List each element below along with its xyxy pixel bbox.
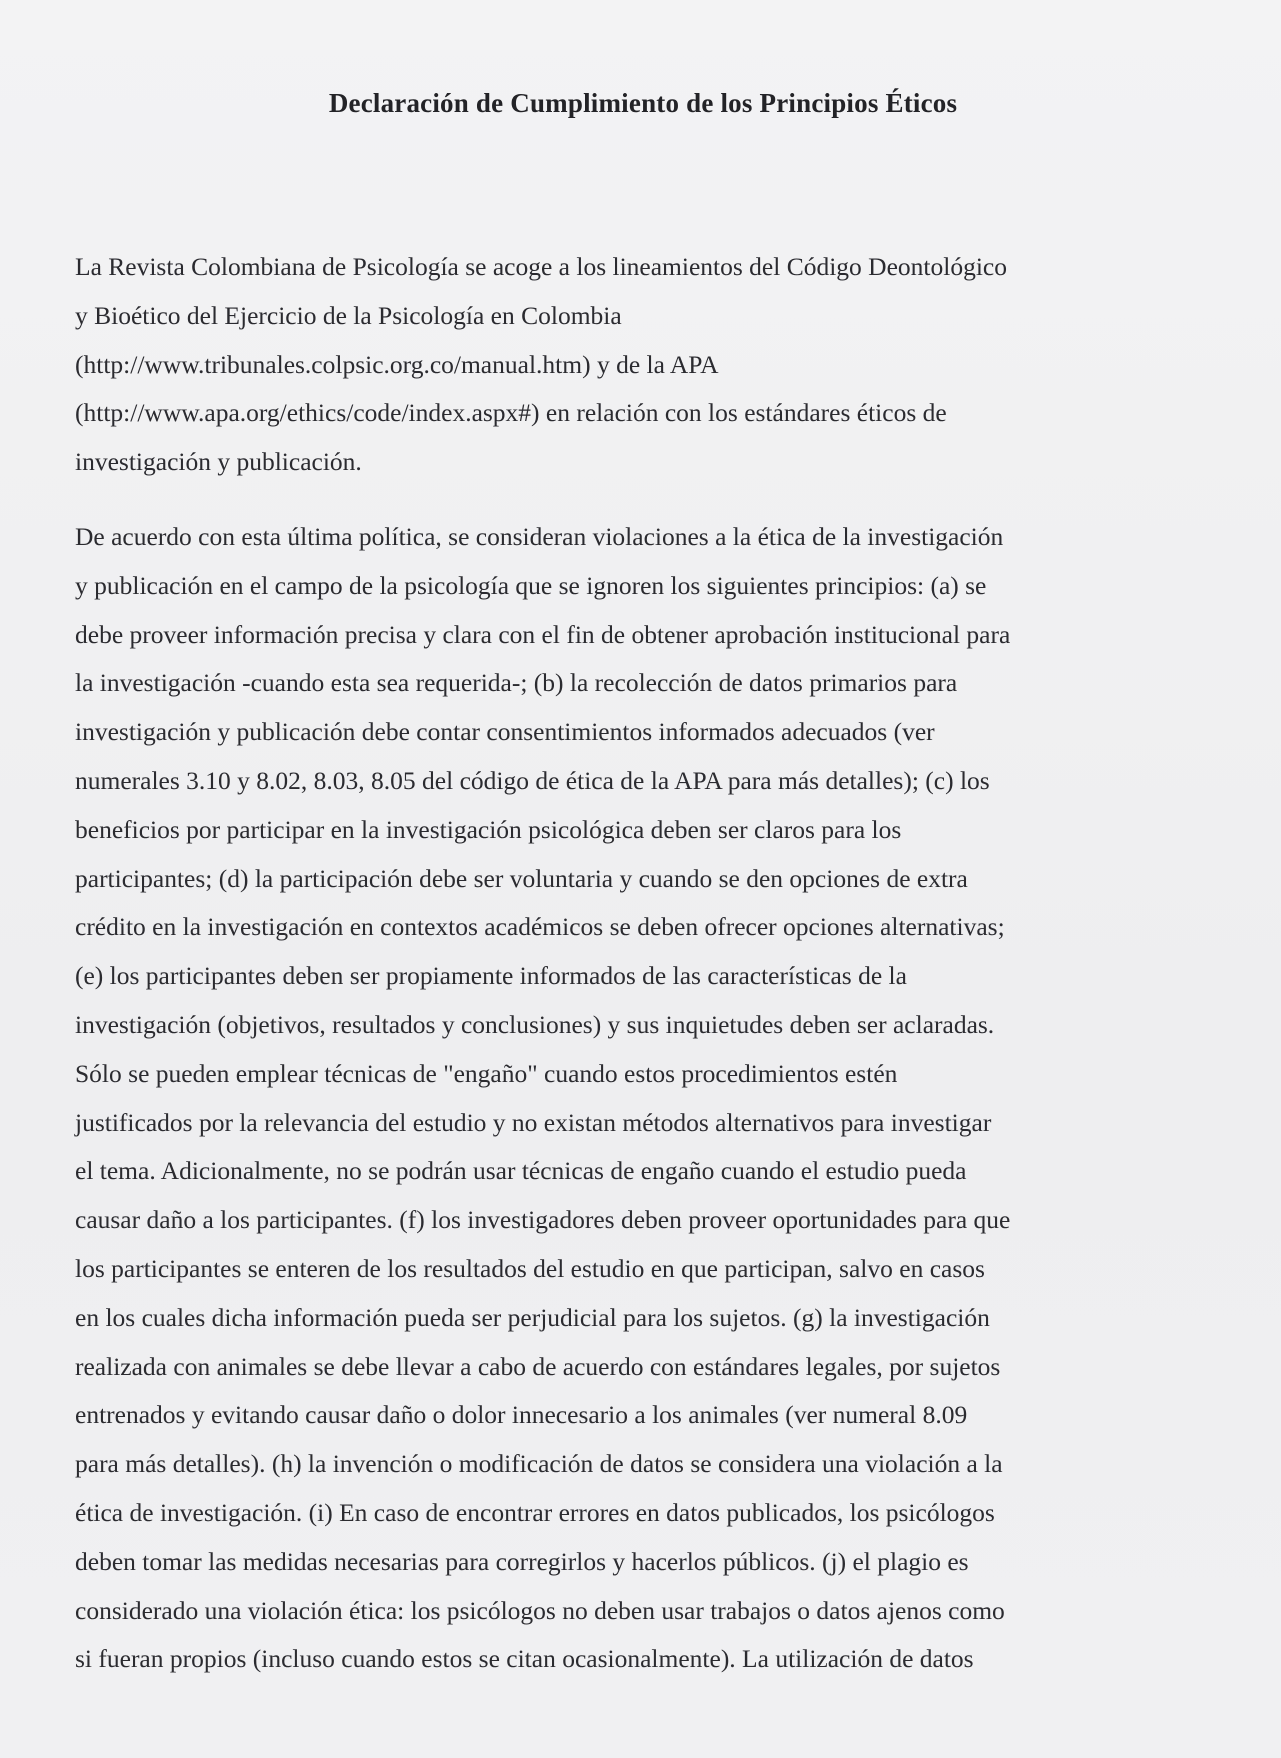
- text-line: entrenados y evitando causar daño o dolor innecesario a los animales (ver numeral 8.09: [75, 1400, 968, 1430]
- text-line: si fueran propios (incluso cuando estos se citan ocasionalmente). La utilización de datos: [75, 1644, 974, 1674]
- text-line: Sólo se pueden emplear técnicas de "engaño" cuando estos procedimientos estén: [75, 1058, 898, 1088]
- text-line: (http://www.apa.org/ethics/code/index.aspx#) en relación con los estándares éticos de: [75, 398, 947, 428]
- text-line: considerado una violación ética: los psicólogos no deben usar trabajos o datos ajenos como: [75, 1595, 1005, 1625]
- text-line: los participantes se enteren de los resultados del estudio en que participan, salvo en casos: [75, 1253, 985, 1283]
- paragraph-principles: [75, 513, 1181, 1684]
- text-line: la investigación -cuando esta sea requerida-; (b) la recolección de datos primarios para: [75, 668, 958, 698]
- paragraph-intro: [75, 243, 1181, 487]
- text-line: investigación (objetivos, resultados y conclusiones) y sus inquietudes deben ser aclaradas.: [75, 1009, 995, 1039]
- text-line: en los cuales dicha información pueda ser perjudicial para los sujetos. (g) la investigación: [75, 1302, 990, 1332]
- text-line: (http://www.tribunales.colpsic.org.co/manual.htm) y de la APA: [75, 349, 719, 379]
- text-line: participantes; (d) la participación debe ser voluntaria y cuando se den opciones de extra: [75, 863, 968, 893]
- text-line: ética de investigación. (i) En caso de encontrar errores en datos publicados, los psicólogos: [75, 1497, 995, 1527]
- text-line: el tema. Adicionalmente, no se podrán usar técnicas de engaño cuando el estudio pueda: [75, 1156, 967, 1186]
- text-line: realizada con animales se debe llevar a cabo de acuerdo con estándares legales, por sujetos: [75, 1351, 1001, 1381]
- text-line: deben tomar las medidas necesarias para corregirlos y hacerlos públicos. (j) el plagio es: [75, 1546, 969, 1576]
- text-line: La Revista Colombiana de Psicología se acoge a los lineamientos del Código Deontológico: [75, 252, 1007, 281]
- text-line: investigación y publicación.: [75, 447, 362, 477]
- text-line: y Bioético del Ejercicio de la Psicología en Colombia: [75, 300, 622, 330]
- text-line: y publicación en el campo de la psicología que se ignoren los siguientes principios: (a) se: [75, 570, 987, 600]
- text-line: investigación y publicación debe contar consentimientos informados adecuados (ver: [75, 717, 935, 747]
- text-line: para más detalles). (h) la invención o modificación de datos se considera una violación a la: [75, 1449, 1003, 1479]
- text-line: justificados por la relevancia del estudio y no existan métodos alternativos para investigar: [75, 1107, 992, 1137]
- text-line: De acuerdo con esta última política, se consideran violaciones a la ética de la investigación: [75, 521, 1004, 551]
- text-line: debe proveer información precisa y clara con el fin de obtener aprobación institucional para: [75, 619, 1011, 649]
- text-line: (e) los participantes deben ser propiamente informados de las características de la: [75, 961, 907, 991]
- text-line: crédito en la investigación en contextos académicos se deben ofrecer opciones alternativas;: [75, 912, 1005, 942]
- text-line: numerales 3.10 y 8.02, 8.03, 8.05 del código de ética de la APA para más detalles); (c) los: [75, 765, 990, 795]
- document-title: Declaración de Cumplimiento de los Principios Éticos: [328, 88, 958, 118]
- text-line: causar daño a los participantes. (f) los investigadores deben proveer oportunidades para que: [75, 1205, 1011, 1235]
- text-line: beneficios por participar en la investigación psicológica deben ser claros para los: [75, 814, 902, 844]
